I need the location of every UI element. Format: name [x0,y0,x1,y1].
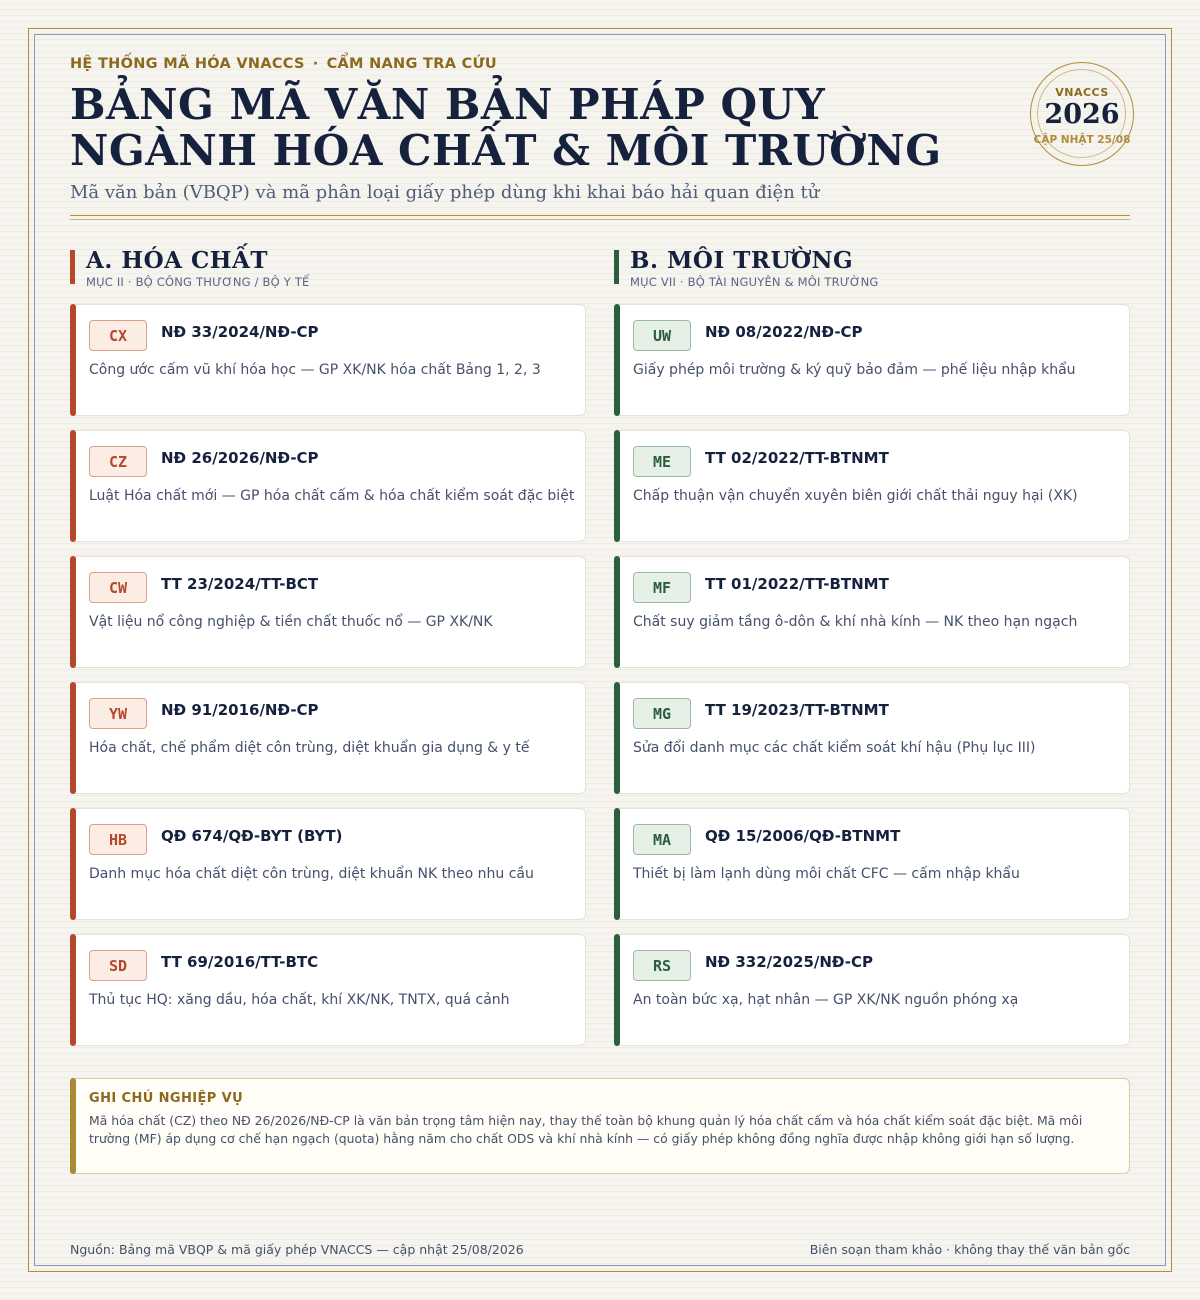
chemical-card[interactable] [70,682,586,794]
document-description: Luật Hóa chất mới — GP hóa chất cấm & hóa chất kiểm soát đặc biệt [89,488,575,504]
document-reference: TT 01/2022/TT-BTNMT [705,575,889,593]
header-divider [70,215,1130,216]
document-description: Hóa chất, chế phẩm diệt côn trùng, diệt khuẩn gia dụng & y tế [89,740,530,756]
chemical-section-bar [70,250,75,284]
card-accent-stripe [70,682,76,794]
environment-section-header [614,247,879,289]
card-accent-stripe [70,808,76,920]
footer-source: Nguồn: Bảng mã VBQP & mã giấy phép VNACCS — cập nhật 25/08/2026 [70,1242,524,1257]
note-heading: GHI CHÚ NGHIỆP VỤ [89,1091,244,1106]
document-description: Công ước cấm vũ khí hóa học — GP XK/NK hóa chất Bảng 1, 2, 3 [89,362,541,378]
card-accent-stripe [614,934,620,1046]
seal-update-date: CẬP NHẬT 25/08 [1033,134,1131,146]
code-badge: YW [89,698,147,729]
card-accent-stripe [614,682,620,794]
chemical-section-header [70,247,310,289]
card-accent-stripe [70,430,76,542]
chemical-card[interactable] [70,934,586,1046]
code-badge: ME [633,446,691,477]
note-accent-stripe [70,1078,76,1174]
environment-section-subtitle: MỤC VII · BỘ TÀI NGUYÊN & MÔI TRƯỜNG [630,275,879,289]
header-divider-thin [70,219,1130,220]
document-description: Chất suy giảm tầng ô-dôn & khí nhà kính — NK theo hạn ngạch [633,614,1078,630]
document-description: Thiết bị làm lạnh dùng môi chất CFC — cấm nhập khẩu [633,866,1020,882]
operational-note [70,1078,1130,1174]
card-accent-stripe [614,430,620,542]
chemical-section-title: A. HÓA CHẤT [86,247,268,274]
seal-label: VNACCS [1055,86,1109,99]
document-reference: TT 19/2023/TT-BTNMT [705,701,889,719]
document-description: Chấp thuận vận chuyển xuyên biên giới chất thải nguy hại (XK) [633,488,1078,504]
document-reference: NĐ 08/2022/NĐ-CP [705,323,863,341]
document-description: Giấy phép môi trường & ký quỹ bảo đảm — phế liệu nhập khẩu [633,362,1076,378]
card-accent-stripe [614,556,620,668]
document-description: An toàn bức xạ, hạt nhân — GP XK/NK nguồn phóng xạ [633,992,1019,1008]
code-badge: MA [633,824,691,855]
document-reference: QĐ 674/QĐ-BYT (BYT) [161,827,343,845]
environment-card[interactable] [614,682,1130,794]
chemical-card[interactable] [70,808,586,920]
chemical-card[interactable] [70,304,586,416]
code-badge: UW [633,320,691,351]
chemical-section-subtitle: MỤC II · BỘ CÔNG THƯƠNG / BỘ Y TẾ [86,275,310,289]
year-seal [1030,62,1134,166]
chemical-card[interactable] [70,556,586,668]
kicker-separator: · [312,56,319,72]
code-badge: MG [633,698,691,729]
document-reference: TT 02/2022/TT-BTNMT [705,449,889,467]
header-kicker [70,56,497,72]
code-badge: RS [633,950,691,981]
document-reference: NĐ 26/2026/NĐ-CP [161,449,319,467]
card-accent-stripe [70,556,76,668]
document-reference: NĐ 33/2024/NĐ-CP [161,323,319,341]
environment-card[interactable] [614,934,1130,1046]
card-accent-stripe [70,304,76,416]
document-description: Vật liệu nổ công nghiệp & tiền chất thuốc nổ — GP XK/NK [89,614,493,630]
document-description: Thủ tục HQ: xăng dầu, hóa chất, khí XK/NK, TNTX, quá cảnh [89,992,510,1008]
page-title: BẢNG MÃ VĂN BẢN PHÁP QUY NGÀNH HÓA CHẤT & MÔI TRƯỜNG [70,80,942,175]
code-badge: MF [633,572,691,603]
code-badge: HB [89,824,147,855]
footer-disclaimer: Biên soạn tham khảo · không thay thế văn bản gốc [809,1242,1130,1257]
document-reference: NĐ 332/2025/NĐ-CP [705,953,873,971]
environment-card[interactable] [614,808,1130,920]
document-reference: TT 69/2016/TT-BTC [161,953,319,971]
document-description: Danh mục hóa chất diệt côn trùng, diệt khuẩn NK theo nhu cầu [89,866,534,882]
card-accent-stripe [70,934,76,1046]
environment-card[interactable] [614,304,1130,416]
document-reference: TT 23/2024/TT-BCT [161,575,319,593]
seal-year: 2026 [1044,99,1120,130]
note-body: Mã hóa chất (CZ) theo NĐ 26/2026/NĐ-CP là văn bản trọng tâm hiện nay, thay thế toàn bộ khung quản lý hóa chất cấm và hóa chất kiểm soát đặc biệt. Mã môi trường (MF) áp dụng cơ chế hạn ngạch (quota) hằng năm cho chất ODS và khí nhà kính — có giấy phép không đồng nghĩa được nhập không giới hạn số lượng. [89,1113,1083,1146]
document-description: Sửa đổi danh mục các chất kiểm soát khí hậu (Phụ lục III) [633,740,1036,756]
environment-section-title: B. MÔI TRƯỜNG [630,247,854,274]
code-badge: SD [89,950,147,981]
environment-card[interactable] [614,430,1130,542]
chemical-card[interactable] [70,430,586,542]
page-subtitle: Mã văn bản (VBQP) và mã phân loại giấy phép dùng khi khai báo hải quan điện tử [70,182,820,203]
document-reference: QĐ 15/2006/QĐ-BTNMT [705,827,901,845]
code-badge: CW [89,572,147,603]
code-badge: CZ [89,446,147,477]
kicker-system: HỆ THỐNG MÃ HÓA VNACCS [70,56,305,72]
code-badge: CX [89,320,147,351]
environment-card[interactable] [614,556,1130,668]
document-reference: NĐ 91/2016/NĐ-CP [161,701,319,719]
environment-section-bar [614,250,619,284]
card-accent-stripe [614,304,620,416]
kicker-handbook: CẨM NANG TRA CỨU [326,56,498,72]
card-accent-stripe [614,808,620,920]
